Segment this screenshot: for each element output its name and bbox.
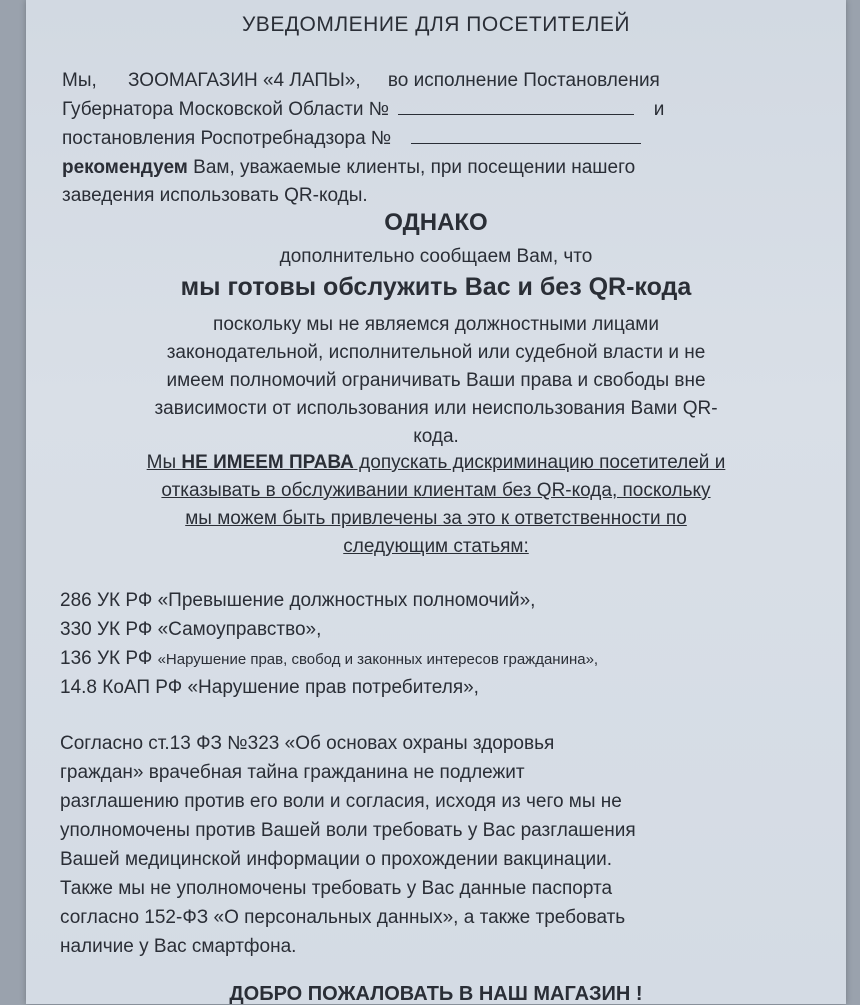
reason-line-4: зависимости от использования или неиспользования Вами QR- bbox=[154, 398, 718, 419]
no-right-line-3: мы можем быть привлечены за это к ответственности по bbox=[185, 508, 687, 529]
law-line-8: наличие у Вас смартфона. bbox=[60, 936, 297, 957]
article-item bbox=[60, 648, 598, 671]
intro-line-4 bbox=[62, 157, 635, 179]
no-right-line-2: отказывать в обслуживании клиентам без QR-кода, поскольку bbox=[161, 480, 711, 501]
store-name: ЗООМАГАЗИН «4 ЛАПЫ», bbox=[128, 70, 361, 91]
law-line-7: согласно 152-ФЗ «О персональных данных», а также требовать bbox=[60, 907, 626, 928]
recommend-word: рекомендуем bbox=[62, 157, 188, 178]
article-title: «Нарушение прав потребителя», bbox=[187, 677, 479, 698]
law-line-6: Также мы не уполномочены требовать у Вас данные паспорта bbox=[60, 878, 613, 899]
no-right-we: Мы bbox=[146, 452, 182, 473]
law-line-5: Вашей медицинской информации о прохождении вакцинации. bbox=[60, 849, 612, 870]
law-line-4: уполномочены против Вашей воли требовать у Вас разглашения bbox=[60, 820, 636, 841]
notice-sheet bbox=[26, 0, 846, 1004]
article-item bbox=[60, 590, 535, 612]
no-right-discrimination: допускать дискриминацию посетителей и bbox=[353, 452, 726, 473]
article-code: 330 УК РФ bbox=[60, 619, 153, 640]
reason-line-3: имеем полномочий ограничивать Ваши права и свободы вне bbox=[166, 370, 706, 391]
intro-we: Мы, bbox=[62, 70, 97, 91]
no-right-line-4: следующим статьям: bbox=[343, 536, 529, 557]
law-line-3: разглашению против его воли и согласия, исходя из чего мы не bbox=[60, 791, 622, 812]
intro-rospotreb: постановления Роспотребнадзора № bbox=[62, 128, 392, 149]
no-right-bold: НЕ ИМЕЕМ ПРАВА bbox=[181, 452, 354, 473]
article-title: «Нарушение прав, свобод и законных интересов гражданина», bbox=[157, 651, 599, 668]
article-code: 286 УК РФ bbox=[60, 590, 153, 611]
law-line-2: граждан» врачебная тайна гражданина не подлежит bbox=[60, 762, 525, 783]
ready-heading: мы готовы обслужить Вас и без QR-кода bbox=[180, 273, 692, 301]
intro-line-5: заведения использовать QR-коды. bbox=[62, 185, 368, 206]
article-title: «Самоуправство», bbox=[157, 619, 322, 640]
intro-line-1 bbox=[62, 70, 660, 92]
no-right-line-1 bbox=[26, 452, 846, 474]
addition-text: дополнительно сообщаем Вам, что bbox=[279, 246, 593, 267]
welcome-footer: ДОБРО ПОЖАЛОВАТЬ В НАШ МАГАЗИН ! bbox=[229, 983, 643, 1005]
however-heading: ОДНАКО bbox=[384, 209, 488, 236]
reason-line-2: законодательной, исполнительной или судебной власти и не bbox=[166, 342, 706, 363]
article-code: 14.8 КоАП РФ bbox=[60, 677, 183, 698]
reason-line-5: кода. bbox=[413, 426, 459, 447]
rospotreb-number-blank bbox=[411, 129, 641, 144]
intro-line-2 bbox=[62, 99, 664, 121]
intro-and: и bbox=[653, 99, 665, 120]
notice-title: УВЕДОМЛЕНИЕ ДЛЯ ПОСЕТИТЕЛЕЙ bbox=[241, 13, 631, 36]
intro-governor: Губернатора Московской Области № bbox=[62, 99, 390, 120]
article-item bbox=[60, 619, 321, 641]
article-item bbox=[60, 677, 479, 699]
intro-line-3 bbox=[62, 128, 641, 150]
article-code: 136 УК РФ bbox=[60, 648, 153, 669]
intro-clients: Вам, уважаемые клиенты, при посещении нашего bbox=[187, 157, 636, 178]
intro-decree: во исполнение Постановления bbox=[387, 70, 660, 91]
reason-line-1: поскольку мы не являемся должностными лицами bbox=[213, 314, 659, 335]
decree-number-blank bbox=[398, 100, 634, 115]
article-title: «Превышение должностных полномочий», bbox=[157, 590, 536, 611]
law-line-1: Согласно ст.13 ФЗ №323 «Об основах охраны здоровья bbox=[60, 733, 555, 754]
